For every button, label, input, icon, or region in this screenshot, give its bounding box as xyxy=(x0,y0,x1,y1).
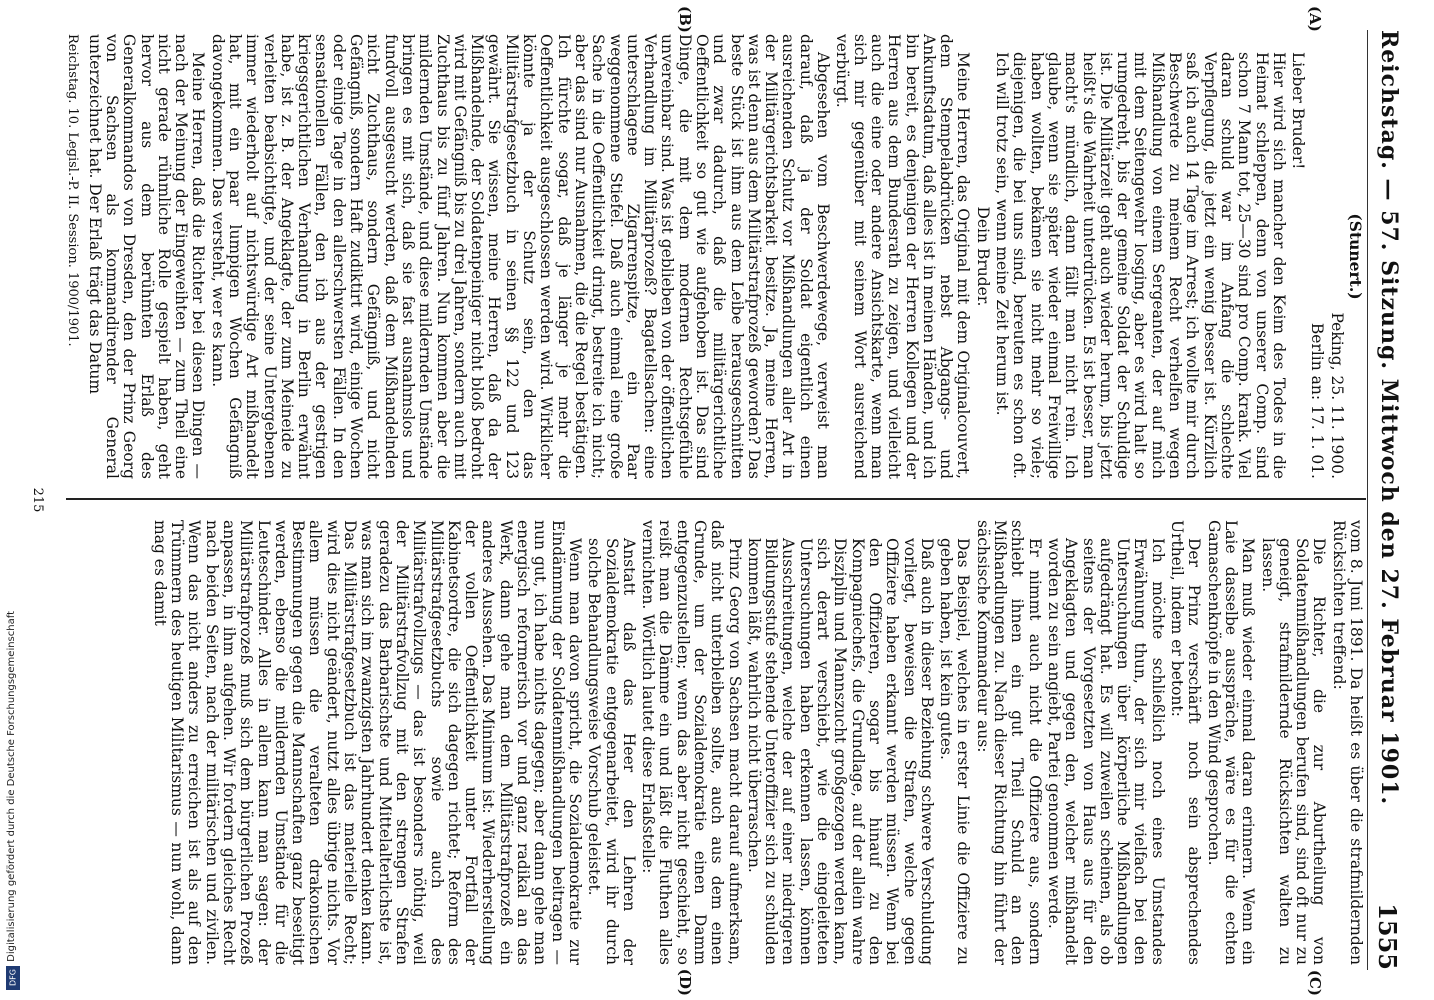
paragraph: vom 8. Juni 1891. Da heißt es über die strafmildernden Rücksichten treffend: xyxy=(1329,520,1365,965)
letter-signature: Dein Bruder. xyxy=(973,206,992,307)
dfg-logo-icon: DFG xyxy=(6,966,20,990)
speaker-label: (Stunert.) xyxy=(1346,213,1365,300)
margin-marker-a: (A) xyxy=(1306,6,1324,32)
column-divider xyxy=(66,498,1366,500)
margin-marker-c: (C) xyxy=(1306,969,1324,996)
paragraph: Der Prinz verschärft noch sein absprechendes Urtheil, indem er betont: xyxy=(1168,520,1204,965)
letter-body: Hier wird sich mancher den Keim des Todes in die Heimat schleppen, denn von unserer Comp. sind schon 7 Mann tot, 25—30 sind pro Comp. krank. Viel daran schuld war im Anfang die schlechte Verpflegung, die jetzt ein wenig besser ist. Kürzlich saß ich auch 14 Tage im Arrest; ich wollte mir durch Beschwerde zu meinem Recht verhelfen wegen Mißhandlung von einem Sergeanten, der auf mich mit dem Seitengewehr losging, aber es wird halt so rumgedreht, bis der gemeine Soldat der Schuldige ist. Die Militärzeit geht auch wieder herum, bis jetzt heißt's die Wahrheit unterdrücken. Es ist besser, man macht's mündlich, dann fällt man nicht rein. Ich glaube, wenn sie später wieder einmal Freiwillige haben wollten, bekämen sie nicht mehr so viele; diejenigen, die bei uns sind, bereuten es schon oft. Ich will trotz sein, wenn meine Zeit herum ist. xyxy=(993,52,1288,479)
letter-arrival: Berlin an: 17. 1. 01. xyxy=(1308,322,1327,479)
letter-place-date: Peking, 25. 11. 1900. xyxy=(1327,312,1346,479)
paragraph: Er nimmt auch nicht die Offiziere aus, sondern schiebt ihnen ein gut Theil Schuld an den Mißhandlungen zu. Nach dieser Richtung hin führt der sächsische Kommandeur aus: xyxy=(973,520,1044,965)
text-column-left xyxy=(62,34,1364,479)
footnote-session: Reichstag. 10. Legisl.-P. II. Session. 1900/1901. xyxy=(65,34,81,347)
dfg-sidebar xyxy=(2,600,26,998)
letter-salutation: Lieber Bruder! xyxy=(1289,52,1308,170)
header-title: Reichstag. — 57. Sitzung. Mittwoch den 27. Februar 1901. xyxy=(1376,30,1402,806)
paragraph: Meine Herren, daß die Richter bei diesen Dingen — nach der Meinung der Eingeweihten — zum Theil eine nicht gerade rühmliche Rolle gespielt haben, geht hervor aus dem berühmten Erlaß des Generalkommandos von Dresden, den der Prinz Georg von Sachsen als kommandirender General unterzeichnet hat. Der Erlaß trägt das Datum xyxy=(85,34,208,479)
paragraph: Abgesehen vom Beschwerdewege, verweist man darauf, daß ja der Soldat eigentlich einen ausreichenden Schutz vor Mißhandlungen aller Art in der Militärgerichtsbarkeit besitze. Ja, meine Herren, was ist denn aus dem Militärstrafprozeß geworden? Das beste Stück ist ihm aus dem Leibe herausgeschnitten und zwar dadurch, daß die militärgerichtliche Oeffentlichkeit so gut wie aufgehoben ist. Das sind Dinge, die mit dem modernen Rechtsgefühle unvereinbar sind. Was ist geblieben von der öffentlichen Verhandlung im Militärprozeß? Bagatellsachen: eine unterschlagene Zigarrenspitze, ein Paar weggenommene Stiefel. Daß auch einmal eine große Sache in die Oeffentlichkeit dringt, bestreite ich nicht; aber das sind nur Ausnahmen, die die Regel bestätigen. Ich fürchte sogar, daß je länger je mehr die Oeffentlichkeit ausgeschlossen werden wird. Wirklicher könnte ja der Schutz sein, den das Militärstrafgesetzbuch in seinen §§ 122 und 123 gewährt. Sie wissen, meine Herren, daß da der Mißhandelnde, der Soldatenpeiniger nicht bloß bedroht wird mit Gefängniß bis zu drei Jahren, sondern auch mit Zuchthaus bis zu fünf Jahren. Nun kommen aber die mildernden Umstände, und diese mildernden Umstände bringen es mit sich, daß sie fast ausnahmslos und fundvoll ausgesucht werden, daß dem Mißhandelnden nicht Zuchthaus, sondern Gefängniß, und nicht Gefängniß, sondern Haft zudiktirt wird, einige Wochen oder einige Tage in den allerschwersten Fällen. In den sensationellen Fällen, den ich aus der gestrigen kriegsgerichtlichen Verhandlung in Berlin erwähnt habe, ist z. B. der Angeklagte, der zum Meineide zu verleiten beabsichtigte, und der seine Untergebenen immer wiederholt auf nichtswürdige Art mißhandelt hat, mit ein paar lumpigen Wochen Gefängniß davongekommen. Das versteht, wer es kann. xyxy=(208,34,833,479)
header-rule xyxy=(1367,30,1368,970)
sidebar-credit: Digitalisierung gefördert durch die Deutsche Forschungsgemeinschaft xyxy=(6,611,17,962)
quotation: Das Beispiel, welches in erster Linie die Offiziere zu geben haben, ist kein gutes. xyxy=(937,538,973,965)
paragraph: Man muß wieder einmal daran erinnern. Wenn ein Laie dasselbe ausspräche, wäre es für die echten Gamaschenknöpfe in den Wind gesprochen. xyxy=(1204,520,1258,965)
quotation: Anstatt daß das Heer den Lehren der Sozialdemokratie entgegenarbeitet, wird ihr durch solche Behandlungsweise Vorschub geleistet. xyxy=(585,538,638,965)
running-header xyxy=(1366,30,1406,970)
paragraph: Wenn man davon spricht, die Sozialdemokratie zur Eindämmung der Soldatenmißhandlungen beitragen — nun gut, ich habe nichts dagegen; aber dann gehe man energisch reformerisch vor und ganz radikal an das Werk, dann gehe man dem Militärstrafprozeß ein anderes Aussehen. Das Minimum ist: Wiederherstellung der vollen Oeffentlichkeit unter Fortfall der Kabinetsordre, die sich dagegen richtet; Reform des Militärstrafgesetzbuchs sowie auch des Militärstrafvollzugs — das ist besonders nöthig, weil der Militärstrafvollzug mit den strengen Strafen geradezu das Barbarischste und Mittelalterlichste ist, was man sich im zwanzigsten Jahrhundert denken kann. Das Militärstrafgesetzbuch ist das materielle Recht; wird dies nicht geändert, nutzt alles übrige nichts. Vor allem müssen die veralteten drakonischen Bestimmungen gegen die Mannschaften ganz beseitigt werden, ebenso die mildernden Umstände für die Leuteschinder. Alles in allem kann man sagen: der Militärstrafprozeß muß sich dem bürgerlichen Prozeß anpassen, in ihm aufgehen. Wir fordern gleiches Recht nach beiden Seiten, nach der militärischen und zivilen. Wenn das nicht anders zu erreichen ist als auf den Trümmern des heutigen Militarismus — nun wohl, dann mag es damit xyxy=(150,520,584,965)
header-page-number: 1555 xyxy=(1373,903,1402,970)
footer-page-number: 215 xyxy=(30,487,45,513)
paragraph: Prinz Georg von Sachsen macht darauf aufmerksam, daß nicht unterbleiben sollte, auch aus dem einen Grunde, um der Sozialdemokratie einen Damm entgegenzustellen; wenn das aber nicht geschieht, so reißt man die Dämme ein und läßt die Fluthen alles vernichten. Wörtlich lautet diese Erlaßstelle: xyxy=(639,520,744,965)
margin-marker-d: (D) xyxy=(676,968,694,996)
quotation: Daß auch in dieser Beziehung schwere Verschuldung vorliegt, beweisen die Strafen, welche gegen Offiziere haben erkannt werden müssen. Wenn bei den Offizieren, sogar bis hinauf zu den Kompagniechefs, die Grundlage, auf der allein wahre Disziplin und Mannszucht großgezogen werden kann, sich derart verschiebt, wie die eingeleiteten Untersuchungen haben erkennen lassen, können Ausschreitungen, welche der auf einer niedrigeren Bildungsstufe stehende Unteroffizier sich zu schulden kommen läßt, wahrlich nicht überraschen. xyxy=(744,538,936,965)
quotation: Ich möchte schließlich noch eines Umstandes Erwähnung thun, der sich mir vielfach bei den Untersuchungen über körperliche Mißhandlungen aufgedrängt hat. Es will zuweilen scheinen, als ob seitens der Vorgesetzten von Haus aus für den Angeklagten und gegen den, welcher mißhandelt worden zu sein angiebt, Partei genommen werde. xyxy=(1044,538,1167,965)
quotation: Die Richter, die zur Aburtheilung von Soldatenmißhandlungen berufen sind, sind oft nur zu geneigt, strafmildernde Rücksichten walten zu lassen. xyxy=(1258,538,1329,965)
margin-marker-b: (B) xyxy=(676,6,694,33)
paragraph: Meine Herren, das Original mit dem Originalcouvert, dem Stempelabdrücken nebst Abgangs- und Ankunftsdatum, daß alles ist in meinen Händen, und ich bin bereit, es denjenigen der Herren Kollegen und der Herren aus dem Bundesrath zu zeigen, und vielleicht auch die eine oder andere Ansichtskarte, wenn man sich mir gegenüber mit seinem Wort ausreichend verbürgt. xyxy=(833,34,973,479)
text-column-right xyxy=(149,520,1364,965)
